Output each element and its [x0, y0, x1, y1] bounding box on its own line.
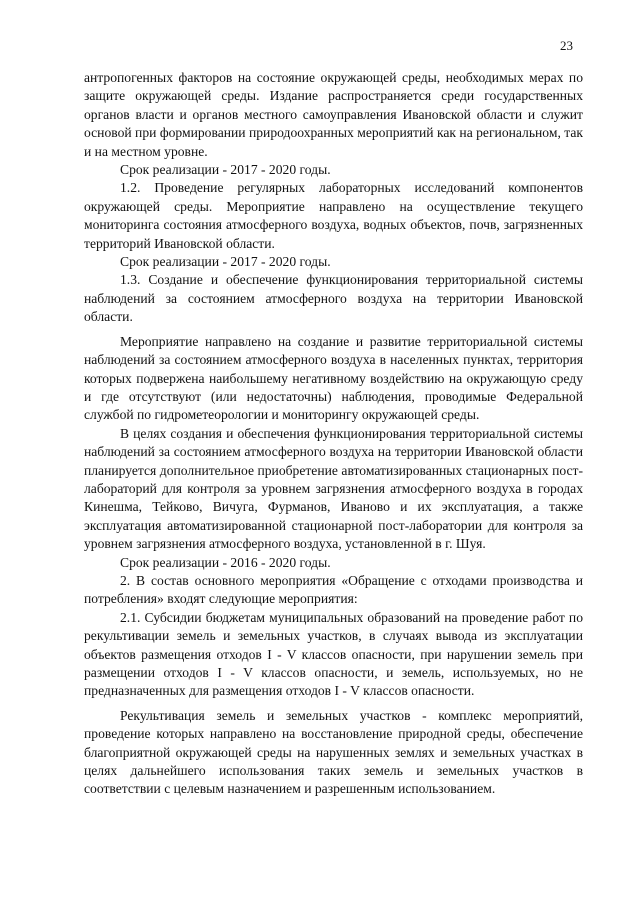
body-text — [84, 69, 583, 799]
paragraph-item-2: 2. В состав основного мероприятия «Обращение с отходами производства и потребления» входят следующие мероприятия: — [84, 572, 583, 607]
paragraph-description: В целях создания и обеспечения функционирования территориальной системы наблюдений за состоянием атмосферного воздуха на территории Ивановской области планируется дополнительное приобретение автоматизированных стационарных пост-лабораторий для контроля за уровнем загрязнения атмосферного воздуха в городах Кинешма, Тейково, Вичуга, Фурманов, Иваново и их эксплуатация, а также эксплуатация автоматизированной стационарной пост-лаборатории для контроля за уровнем загрязнения атмосферного воздуха, установленной в г. Шуя. — [84, 425, 583, 552]
page-number: 23 — [560, 38, 573, 53]
paragraph-item-2-1: 2.1. Субсидии бюджетам муниципальных образований на проведение работ по рекультивации земель и земельных участков, в случаях вывода из эксплуатации объектов размещения отходов I - V классов опасности, при нарушении земель при размещении отходов I - V классов опасности, и земель, используемых, но не предназначенных для размещения отходов I - V классов опасности. — [84, 609, 583, 699]
paragraph-description: Мероприятие направлено на создание и развитие территориальной системы наблюдений за состоянием атмосферного воздуха в населенных пунктах, территория которых подвержена наибольшему негативному воздействию на окружающую среду и где отсутствуют (или недостаточны) наблюдения, проводимые Федеральной службой по гидрометеорологии и мониторингу окружающей среды. — [84, 333, 583, 423]
paragraph-item-1-2: 1.2. Проведение регулярных лабораторных исследований компонентов окружающей среды. Мероприятие направлено на осуществление текущего мониторинга состояния атмосферного воздуха, водных объектов, почв, загрязненных территорий Ивановской области. — [84, 180, 583, 251]
paragraph-period: Срок реализации - 2016 - 2020 годы. — [120, 554, 331, 570]
paragraph-item-1-3: 1.3. Создание и обеспечение функционирования территориальной системы наблюдений за состоянием атмосферного воздуха на территории Ивановской области. — [84, 272, 583, 325]
paragraph-period: Срок реализации - 2017 - 2020 годы. — [120, 254, 331, 270]
paragraph-period: Срок реализации - 2017 - 2020 годы. — [120, 162, 331, 178]
paragraph-definition: Рекультивация земель и земельных участков - комплекс мероприятий, проведение которых направлено на восстановление природной среды, обеспечение благоприятной окружающей среды на нарушенных землях и земельных участках в целях дальнейшего использования таких земель и земельных участков в соответствии с целевым назначением и разрешенным использованием. — [84, 707, 583, 797]
paragraph-continuation: антропогенных факторов на состояние окружающей среды, необходимых мерах по защите окружающей среды. Издание распространяется среди государственных органов власти и органов местного самоуправления Ивановской области и служит основой при формировании природоохранных мероприятий как на региональном, так и на местном уровне. — [84, 70, 583, 159]
